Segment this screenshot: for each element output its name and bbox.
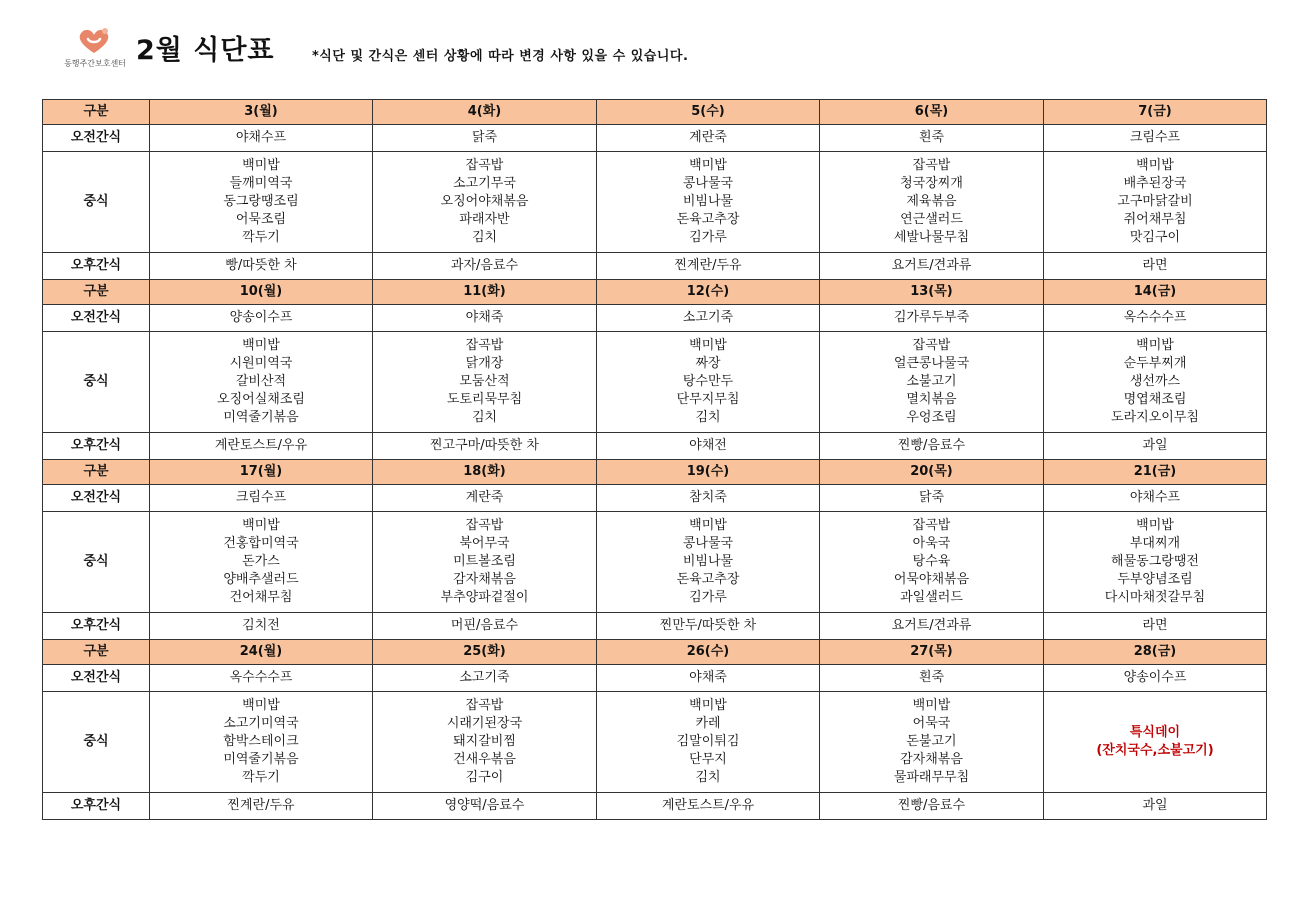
afternoon-snack-cell: 찐고구마/따뜻한 차 <box>373 433 597 460</box>
menu-item: 아욱국 <box>912 536 951 551</box>
menu-item: 고구마닭갈비 <box>1117 194 1193 209</box>
morning-snack-cell: 크림수프 <box>150 485 373 512</box>
afternoon-snack-cell: 계란토스트/우유 <box>150 433 373 460</box>
afternoon-snack-label: 오후간식 <box>43 613 150 640</box>
menu-item: 미트볼조림 <box>453 554 516 569</box>
morning-snack-cell: 양송이수프 <box>1044 665 1267 692</box>
menu-item: 연근샐러드 <box>900 212 963 227</box>
day-header: 10(월) <box>150 280 373 305</box>
page-header <box>0 0 1300 90</box>
lunch-menu-cell <box>597 512 820 613</box>
lunch-row <box>43 512 1267 613</box>
menu-item: 모둠산적 <box>459 374 510 389</box>
menu-item: 명엽채조림 <box>1123 392 1187 407</box>
afternoon-snack-cell: 과자/음료수 <box>373 253 597 280</box>
menu-item: 깍두기 <box>242 230 280 245</box>
menu-item: 백미밥 <box>689 698 727 713</box>
menu-item: 짜장 <box>695 356 721 371</box>
menu-item: 카레 <box>695 716 721 731</box>
menu-item: 김치 <box>695 410 721 425</box>
lunch-row <box>43 692 1267 793</box>
day-header: 6(목) <box>820 100 1044 125</box>
day-header: 12(수) <box>597 280 820 305</box>
menu-item: 백미밥 <box>689 338 727 353</box>
day-header: 11(화) <box>373 280 597 305</box>
menu-item: 잡곡밥 <box>912 338 951 353</box>
menu-item: 갈비산적 <box>235 374 287 389</box>
menu-item: 다시마채젓갈무침 <box>1104 590 1206 605</box>
menu-item: 백미밥 <box>242 518 280 533</box>
afternoon-snack-row <box>43 253 1267 280</box>
day-header: 5(수) <box>597 100 820 125</box>
morning-snack-row <box>43 485 1267 512</box>
day-header: 20(목) <box>820 460 1044 485</box>
lunch-menu-cell <box>597 332 820 433</box>
lunch-menu-cell <box>150 512 373 613</box>
menu-item: 백미밥 <box>242 338 280 353</box>
afternoon-snack-label: 오후간식 <box>43 433 150 460</box>
menu-item: 우엉조림 <box>906 410 957 425</box>
menu-item: 감자채볶음 <box>900 752 963 767</box>
day-header: 17(월) <box>150 460 373 485</box>
day-header: 14(금) <box>1044 280 1267 305</box>
menu-item: 해물동그랑땡전 <box>1111 554 1199 569</box>
menu-item: 특식데이 <box>1129 725 1181 740</box>
meal-plan-table <box>42 99 1267 820</box>
lunch-menu-cell <box>373 152 597 253</box>
menu-item: 잡곡밥 <box>912 518 951 533</box>
afternoon-snack-cell: 라면 <box>1044 613 1267 640</box>
day-header: 25(화) <box>373 640 597 665</box>
menu-item: 김치 <box>695 770 721 785</box>
afternoon-snack-cell: 찐만두/따뜻한 차 <box>597 613 820 640</box>
morning-snack-row <box>43 305 1267 332</box>
lunch-menu-cell <box>1044 512 1267 613</box>
lunch-menu-cell <box>597 152 820 253</box>
lunch-row <box>43 152 1267 253</box>
heart-logo-icon <box>74 26 114 56</box>
lunch-menu-cell <box>150 692 373 793</box>
menu-item: 깍두기 <box>242 770 280 785</box>
day-header: 3(월) <box>150 100 373 125</box>
afternoon-snack-cell: 찐계란/두유 <box>597 253 820 280</box>
center-logo <box>56 26 134 74</box>
menu-item: 감자채볶음 <box>453 572 516 587</box>
menu-item: (잔치국수,소불고기) <box>1096 743 1214 758</box>
menu-item: 양배추샐러드 <box>223 572 299 587</box>
day-header: 21(금) <box>1044 460 1267 485</box>
menu-item: 부대찌개 <box>1129 536 1181 551</box>
morning-snack-cell: 야채수프 <box>150 125 373 152</box>
menu-item: 시원미역국 <box>229 356 293 371</box>
morning-snack-cell: 야채죽 <box>597 665 820 692</box>
menu-item: 백미밥 <box>242 158 280 173</box>
menu-item: 닭개장 <box>465 356 504 371</box>
afternoon-snack-cell: 계란토스트/우유 <box>597 793 820 820</box>
morning-snack-cell: 옥수수수프 <box>150 665 373 692</box>
menu-item: 잡곡밥 <box>465 698 504 713</box>
menu-item: 청국장찌개 <box>900 176 963 191</box>
morning-snack-cell: 계란죽 <box>597 125 820 152</box>
menu-item: 돈육고추장 <box>676 572 740 587</box>
morning-snack-label: 오전간식 <box>43 305 150 332</box>
menu-item: 맛김구이 <box>1129 230 1181 245</box>
afternoon-snack-row <box>43 613 1267 640</box>
menu-item: 탕수만두 <box>682 374 734 389</box>
morning-snack-row <box>43 125 1267 152</box>
lunch-menu-cell <box>820 332 1044 433</box>
afternoon-snack-cell: 야채전 <box>597 433 820 460</box>
lunch-menu-cell <box>597 692 820 793</box>
menu-item: 김가루 <box>689 590 727 605</box>
menu-item: 콩나물국 <box>682 536 734 551</box>
afternoon-snack-cell: 김치전 <box>150 613 373 640</box>
afternoon-snack-cell: 찐빵/음료수 <box>820 433 1044 460</box>
menu-item: 백미밥 <box>912 698 951 713</box>
morning-snack-cell: 소고기죽 <box>597 305 820 332</box>
menu-item: 돼지갈비찜 <box>453 734 516 749</box>
menu-item: 도라지오이무침 <box>1111 410 1199 425</box>
menu-item: 함박스테이크 <box>223 734 299 749</box>
menu-item: 백미밥 <box>1136 158 1174 173</box>
morning-snack-cell: 계란죽 <box>373 485 597 512</box>
menu-item: 두부양념조림 <box>1117 572 1193 587</box>
morning-snack-cell: 참치죽 <box>597 485 820 512</box>
day-header: 13(목) <box>820 280 1044 305</box>
morning-snack-cell: 옥수수수프 <box>1044 305 1267 332</box>
menu-item: 북어무국 <box>459 536 510 551</box>
afternoon-snack-cell: 과일 <box>1044 793 1267 820</box>
morning-snack-cell: 흰죽 <box>820 665 1044 692</box>
category-label: 구분 <box>43 460 150 485</box>
morning-snack-cell: 야채수프 <box>1044 485 1267 512</box>
menu-item: 소불고기 <box>906 374 957 389</box>
lunch-menu-cell <box>820 152 1044 253</box>
menu-item: 돈육고추장 <box>676 212 740 227</box>
day-header: 4(화) <box>373 100 597 125</box>
afternoon-snack-cell: 빵/따뜻한 차 <box>150 253 373 280</box>
menu-item: 도토리묵무침 <box>446 392 523 407</box>
menu-item: 어묵국 <box>912 716 951 731</box>
menu-item: 단무지무침 <box>676 392 740 407</box>
day-header: 26(수) <box>597 640 820 665</box>
week-header-row <box>43 460 1267 485</box>
afternoon-snack-cell: 과일 <box>1044 433 1267 460</box>
menu-item: 김구이 <box>465 770 504 785</box>
lunch-menu-cell <box>1044 332 1267 433</box>
afternoon-snack-cell: 라면 <box>1044 253 1267 280</box>
day-header: 18(화) <box>373 460 597 485</box>
afternoon-snack-label: 오후간식 <box>43 253 150 280</box>
menu-item: 순두부찌개 <box>1123 356 1187 371</box>
menu-item: 건어채무침 <box>229 590 293 605</box>
menu-item: 잡곡밥 <box>912 158 951 173</box>
menu-item: 물파래무무침 <box>893 770 970 785</box>
day-header: 7(금) <box>1044 100 1267 125</box>
menu-item: 건새우볶음 <box>453 752 516 767</box>
morning-snack-label: 오전간식 <box>43 125 150 152</box>
lunch-menu-cell <box>1044 152 1267 253</box>
menu-item: 소고기무국 <box>453 176 516 191</box>
menu-item: 부추양파겉절이 <box>440 590 529 605</box>
menu-item: 김말이튀김 <box>676 734 740 749</box>
lunch-menu-cell <box>820 692 1044 793</box>
week-header-row <box>43 100 1267 125</box>
category-label: 구분 <box>43 100 150 125</box>
special-day-cell <box>1044 692 1267 793</box>
menu-item: 과일샐러드 <box>900 590 963 605</box>
menu-item: 파래자반 <box>459 212 510 227</box>
morning-snack-cell: 양송이수프 <box>150 305 373 332</box>
week-header-row <box>43 640 1267 665</box>
morning-snack-cell: 김가루두부죽 <box>820 305 1044 332</box>
afternoon-snack-row <box>43 793 1267 820</box>
morning-snack-cell: 야채죽 <box>373 305 597 332</box>
afternoon-snack-cell: 찐계란/두유 <box>150 793 373 820</box>
menu-item: 비빔나물 <box>682 554 734 569</box>
menu-item: 탕수육 <box>912 554 951 569</box>
lunch-label: 중식 <box>43 692 150 793</box>
menu-item: 미역줄기볶음 <box>223 752 299 767</box>
menu-item: 백미밥 <box>689 158 727 173</box>
menu-item: 잡곡밥 <box>465 338 504 353</box>
menu-item: 어묵조림 <box>235 212 287 227</box>
menu-item: 어묵야채볶음 <box>893 572 970 587</box>
lunch-label: 중식 <box>43 512 150 613</box>
menu-item: 김가루 <box>689 230 727 245</box>
lunch-label: 중식 <box>43 152 150 253</box>
menu-item: 시래기된장국 <box>446 716 523 731</box>
menu-item: 돈가스 <box>242 554 280 569</box>
afternoon-snack-cell: 요거트/견과류 <box>820 613 1044 640</box>
lunch-menu-cell <box>820 512 1044 613</box>
menu-item: 들깨미역국 <box>229 176 293 191</box>
menu-item: 백미밥 <box>1136 338 1174 353</box>
menu-item: 미역줄기볶음 <box>223 410 299 425</box>
menu-item: 잡곡밥 <box>465 518 504 533</box>
page-title: 2월 식단표 <box>136 35 275 66</box>
morning-snack-cell: 소고기죽 <box>373 665 597 692</box>
menu-item: 오징어실채조림 <box>217 392 305 407</box>
menu-item: 단무지 <box>689 752 727 767</box>
menu-item: 배추된장국 <box>1123 176 1187 191</box>
day-header: 19(수) <box>597 460 820 485</box>
morning-snack-cell: 닭죽 <box>820 485 1044 512</box>
menu-item: 생선까스 <box>1129 374 1181 389</box>
menu-item: 건홍합미역국 <box>223 536 299 551</box>
morning-snack-cell: 흰죽 <box>820 125 1044 152</box>
menu-item: 멸치볶음 <box>906 392 957 407</box>
afternoon-snack-row <box>43 433 1267 460</box>
lunch-label: 중식 <box>43 332 150 433</box>
menu-item: 오징어야채볶음 <box>440 194 529 209</box>
menu-item: 잡곡밥 <box>465 158 504 173</box>
lunch-row <box>43 332 1267 433</box>
day-header: 28(금) <box>1044 640 1267 665</box>
lunch-menu-cell <box>373 512 597 613</box>
afternoon-snack-cell: 찐빵/음료수 <box>820 793 1044 820</box>
menu-item: 소고기미역국 <box>223 716 299 731</box>
menu-item: 김치 <box>471 410 498 425</box>
category-label: 구분 <box>43 280 150 305</box>
menu-item: 콩나물국 <box>682 176 734 191</box>
category-label: 구분 <box>43 640 150 665</box>
menu-item: 제육볶음 <box>906 194 957 209</box>
menu-item: 김치 <box>471 230 498 245</box>
menu-item: 백미밥 <box>1136 518 1174 533</box>
notice-text: *식단 및 간식은 센터 상황에 따라 변경 사항 있을 수 있습니다. <box>312 49 689 64</box>
menu-item: 세발나물무침 <box>893 230 970 245</box>
morning-snack-cell: 크림수프 <box>1044 125 1267 152</box>
lunch-menu-cell <box>150 152 373 253</box>
morning-snack-label: 오전간식 <box>43 665 150 692</box>
logo-text: 동행주간보호센터 <box>64 59 126 68</box>
menu-item: 백미밥 <box>689 518 727 533</box>
menu-item: 백미밥 <box>242 698 280 713</box>
day-header: 27(목) <box>820 640 1044 665</box>
lunch-menu-cell <box>373 692 597 793</box>
afternoon-snack-cell: 요거트/견과류 <box>820 253 1044 280</box>
morning-snack-label: 오전간식 <box>43 485 150 512</box>
menu-item: 돈불고기 <box>906 734 957 749</box>
menu-item: 비빔나물 <box>682 194 734 209</box>
morning-snack-cell: 닭죽 <box>373 125 597 152</box>
afternoon-snack-label: 오후간식 <box>43 793 150 820</box>
week-header-row <box>43 280 1267 305</box>
morning-snack-row <box>43 665 1267 692</box>
afternoon-snack-cell: 영양떡/음료수 <box>373 793 597 820</box>
day-header: 24(월) <box>150 640 373 665</box>
lunch-menu-cell <box>373 332 597 433</box>
lunch-menu-cell <box>150 332 373 433</box>
menu-item: 얼큰콩나물국 <box>893 356 970 371</box>
afternoon-snack-cell: 머핀/음료수 <box>373 613 597 640</box>
menu-item: 동그랑땡조림 <box>223 194 299 209</box>
menu-item: 쥐어채무침 <box>1123 212 1187 227</box>
